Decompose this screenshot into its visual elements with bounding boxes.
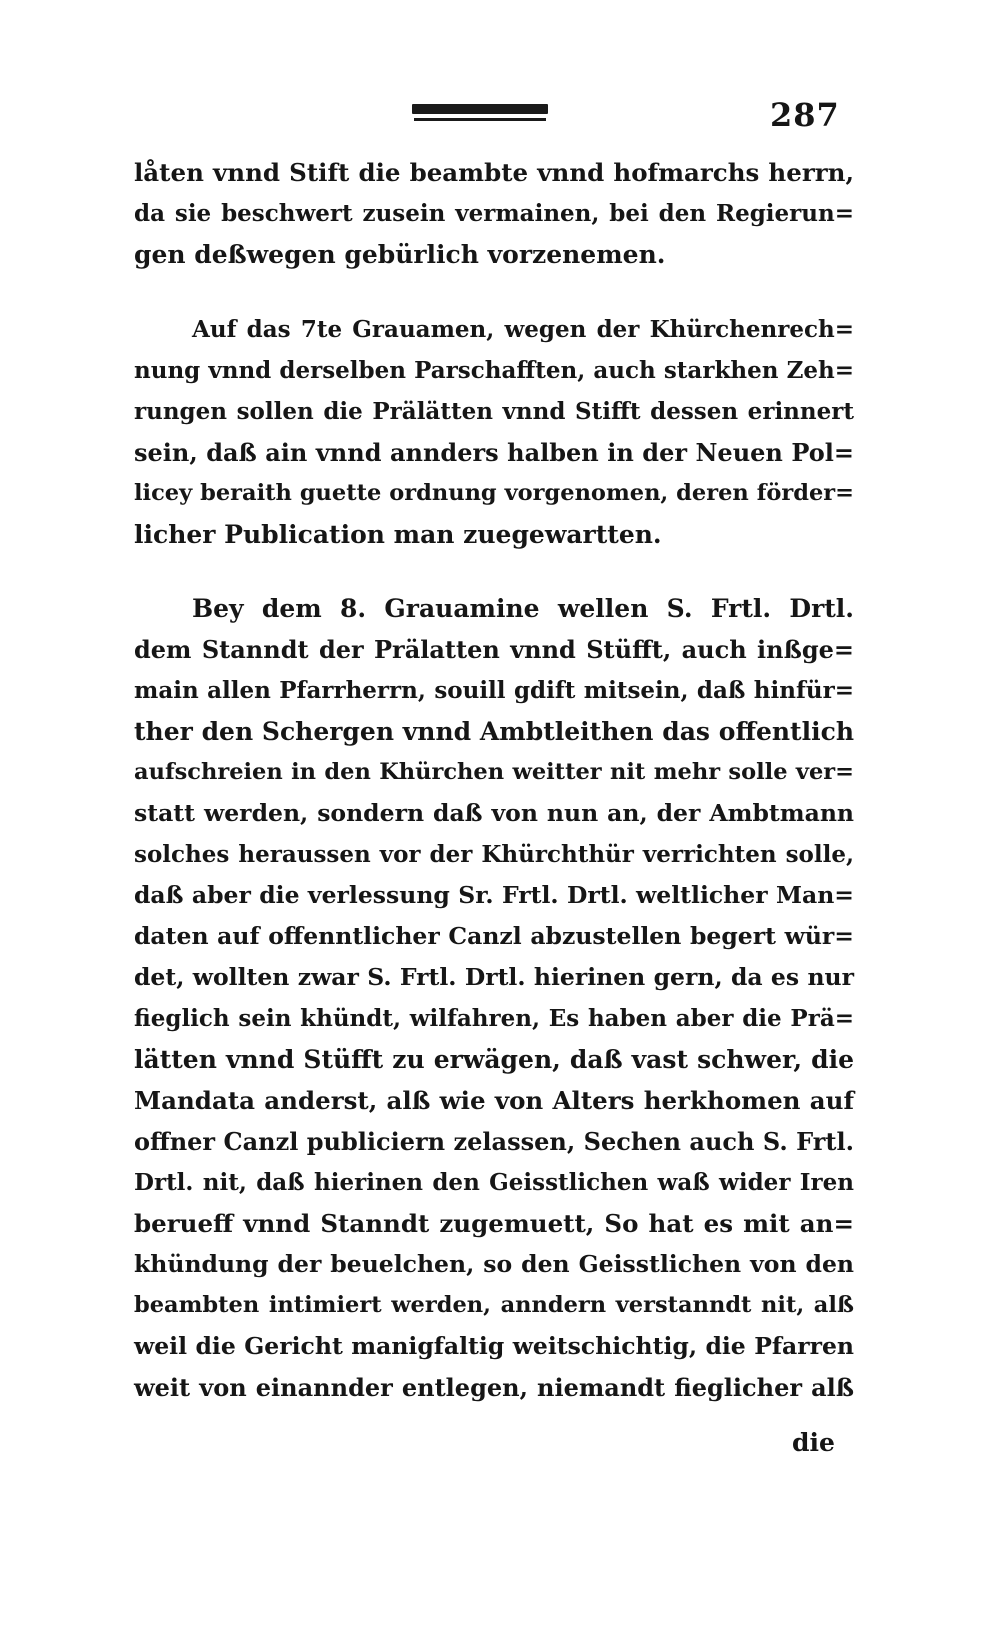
text-line: ther den Schergen vnnd Ambtleithen das offentlich [134, 717, 854, 746]
text-line: da sie beschwert zusein vermainen, bei den Regierun= [134, 200, 854, 227]
text-line: det, wollten zwar S. Frtl. Drtl. hierinen gern, da es nur [134, 963, 854, 991]
text-line: sein, daß ain vnnd annders halben in der Neuen Pol= [134, 438, 854, 467]
catchword: die [792, 1428, 835, 1457]
text-line: beambten intimiert werden, anndern verstanndt nit, alß [134, 1292, 854, 1318]
text-line: solches heraussen vor der Khürchthür verrichten solle, [134, 841, 854, 868]
text-line: aufschreien in den Khürchen weitter nit mehr solle ver= [134, 759, 854, 785]
text-line: Mandata anderst, alß wie von Alters herkhomen auf [134, 1086, 854, 1115]
ornament-thin-bar [414, 118, 546, 121]
text-line: licher Publication man zuegewartten. [134, 520, 662, 549]
paragraph-1 [134, 152, 854, 275]
text-line: nung vnnd derselben Parschafften, auch starkhen Zeh= [134, 357, 854, 384]
paragraph-2 [134, 309, 854, 555]
text-line: weit von einannder entlegen, niemandt fieglicher alß [134, 1373, 854, 1402]
text-line: main allen Pfarrherrn, souill gdift mitsein, daß hinfür= [134, 677, 854, 704]
text-line: Drtl. nit, daß hierinen den Geisstlichen waß wider Iren [134, 1169, 854, 1196]
header-ornament-rule [412, 104, 548, 126]
text-line: rungen sollen die Prälätten vnnd Stifft dessen erinnert [134, 398, 854, 425]
ornament-thick-bar [412, 104, 548, 114]
text-line: fieglich sein khündt, wilfahren, Es haben aber die Prä= [134, 1005, 854, 1032]
text-line: statt werden, sondern daß von nun an, der Ambtmann [134, 799, 854, 827]
text-line: Bey dem 8. Grauamine wellen S. Frtl. Drtl. [192, 594, 854, 623]
text-line: Auf das 7te Grauamen, wegen der Khürchenrech= [192, 316, 854, 343]
text-line: dem Stanndt der Prälatten vnnd Stüfft, auch inßge= [134, 635, 854, 664]
text-line: berueff vnnd Stanndt zugemuett, So hat es mit an= [134, 1209, 854, 1238]
text-line: lätten vnnd Stüfft zu erwägen, daß vast schwer, die [134, 1045, 854, 1074]
paragraph-3 [134, 588, 854, 1408]
text-line: offner Canzl publiciern zelassen, Sechen auch S. Frtl. [134, 1127, 854, 1156]
text-line: daten auf offenntlicher Canzl abzustellen begert wür= [134, 922, 854, 950]
page-number: 287 [770, 96, 840, 134]
text-line: låten vnnd Stift die beambte vnnd hofmarchs herrn, [134, 158, 854, 187]
text-line: gen deßwegen gebürlich vorzenemen. [134, 240, 666, 269]
text-line: khündung der beuelchen, so den Geisstlichen von den [134, 1250, 854, 1278]
text-line: daß aber die verlessung Sr. Frtl. Drtl. weltlicher Man= [134, 881, 854, 909]
text-line: weil die Gericht manigfaltig weitschichtig, die Pfarren [134, 1332, 854, 1360]
text-line: licey beraith guette ordnung vorgenomen, deren förder= [134, 480, 854, 506]
